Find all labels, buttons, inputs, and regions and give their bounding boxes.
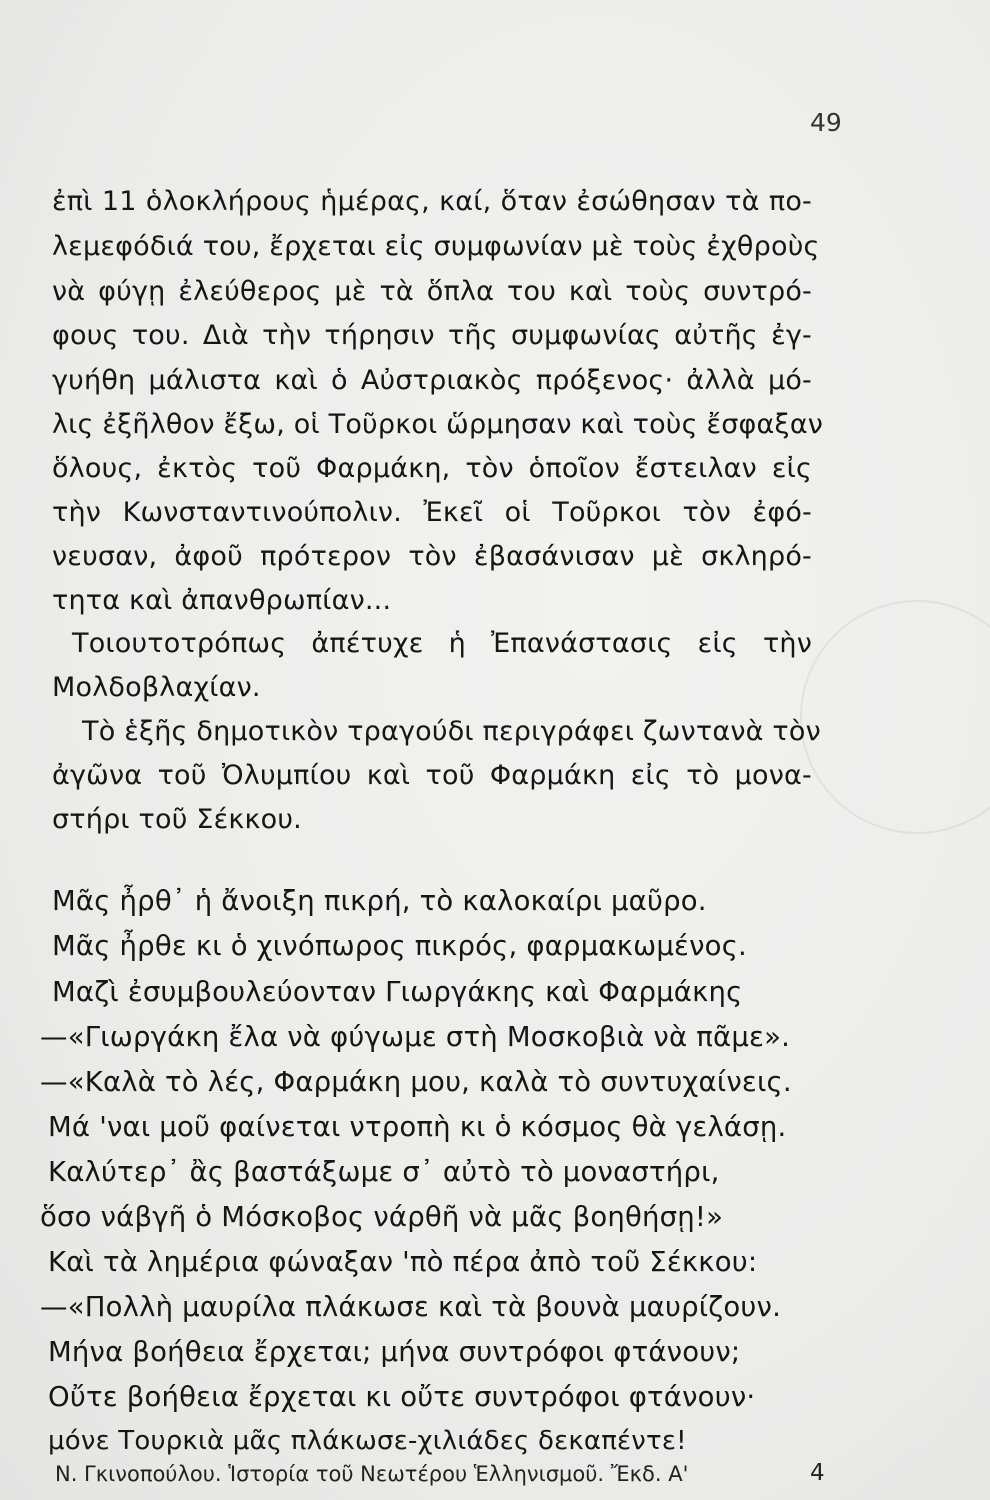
verse-line: —«Γιωργάκη ἔλα νὰ φύγωμε στὴ Μοσκοβιὰ νὰ πᾶμε». — [40, 1021, 791, 1053]
verse-line: Οὔτε βοήθεια ἔρχεται κι οὔτε συντρόφοι φτάνουν· — [48, 1381, 756, 1413]
verse-line: ὅσο νάβγῆ ὁ Μόσκοβος νάρθῆ νὰ μᾶς βοηθήσῃ!» — [40, 1201, 724, 1233]
prose-line: γυήθη μάλιστα καὶ ὁ Αὐστριακὸς πρόξενος· ἀλλὰ μό- — [52, 365, 812, 396]
prose-line: νευσαν, ἀφοῦ πρότερον τὸν ἐβασάνισαν μὲ σκληρό- — [52, 541, 812, 572]
verse-line: Μήνα βοήθεια ἔρχεται; μήνα συντρόφοι φτάνουν; — [48, 1336, 741, 1368]
verse-line: Μᾶς ἦρθ᾽ ἡ ἄνοιξη πικρή, τὸ καλοκαίρι μαῦρο. — [52, 885, 707, 917]
prose-line: ἀγῶνα τοῦ Ὀλυμπίου καὶ τοῦ Φαρμάκη εἰς τὸ μονα- — [52, 760, 812, 791]
prose-line: Τοιουτοτρόπως ἀπέτυχε ἡ Ἐπανάστασις εἰς τὴν — [72, 628, 812, 659]
prose-line: στήρι τοῦ Σέκκου. — [52, 804, 302, 835]
page-number: 49 — [810, 108, 842, 137]
verse-line: μόνε Τουρκιὰ μᾶς πλάκωσε-χιλιάδες δεκαπέντε! — [48, 1426, 687, 1456]
verse-line: Μά 'ναι μοῦ φαίνεται ντροπὴ κι ὁ κόσμος θὰ γελάσῃ. — [48, 1111, 787, 1143]
prose-line: νὰ φύγῃ ἐλεύθερος μὲ τὰ ὅπλα του καὶ τοὺς συντρό- — [52, 276, 812, 307]
prose-line: λις ἐξῆλθον ἔξω, οἱ Τοῦρκοι ὥρμησαν καὶ τοὺς ἔσφαξαν — [52, 409, 824, 440]
footer-signature-number: 4 — [810, 1460, 825, 1486]
verse-line: Καλύτερ᾽ ἂς βαστάξωμε σ᾽ αὐτὸ τὸ μοναστήρι, — [48, 1156, 720, 1188]
verse-line: Μαζὶ ἐσυμβουλεύονταν Γιωργάκης καὶ Φαρμάκης — [52, 976, 743, 1008]
verse-line: Μᾶς ἦρθε κι ὁ χινόπωρος πικρός, φαρμακωμένος. — [52, 930, 747, 962]
verse-line: —«Καλὰ τὸ λές, Φαρμάκη μου, καλὰ τὸ συντυχαίνεις. — [40, 1066, 792, 1098]
footer-citation: Ν. Γκινοπούλου. Ἱστορία τοῦ Νεωτέρου Ἑλληνισμοῦ. Ἔκδ. Α' — [55, 1462, 689, 1486]
prose-line: Τὸ ἑξῆς δημοτικὸν τραγούδι περιγράφει ζωντανὰ τὸν — [82, 716, 821, 747]
prose-line: Μολδοβλαχίαν. — [52, 672, 261, 703]
verse-line: Καὶ τὰ λημέρια φώναξαν 'πὸ πέρα ἀπὸ τοῦ Σέκκου: — [48, 1246, 758, 1278]
prose-line: φους του. Διὰ τὴν τήρησιν τῆς συμφωνίας αὐτῆς ἐγ- — [52, 320, 812, 351]
prose-line: ἐπὶ 11 ὁλοκλήρους ἡμέρας, καί, ὅταν ἐσώθησαν τὰ πο- — [52, 186, 812, 217]
verse-line: —«Πολλὴ μαυρίλα πλάκωσε καὶ τὰ βουνὰ μαυρίζουν. — [40, 1291, 782, 1323]
prose-line: ὅλους, ἐκτὸς τοῦ Φαρμάκη, τὸν ὁποῖον ἔστειλαν εἰς — [52, 453, 812, 484]
prose-line: τητα καὶ ἀπανθρωπίαν... — [52, 585, 392, 616]
prose-line: λεμεφόδιά του, ἔρχεται εἰς συμφωνίαν μὲ τοὺς ἐχθροὺς — [52, 231, 820, 262]
prose-line: τὴν Κωνσταντινούπολιν. Ἐκεῖ οἱ Τοῦρκοι τὸν ἐφό- — [52, 497, 812, 528]
